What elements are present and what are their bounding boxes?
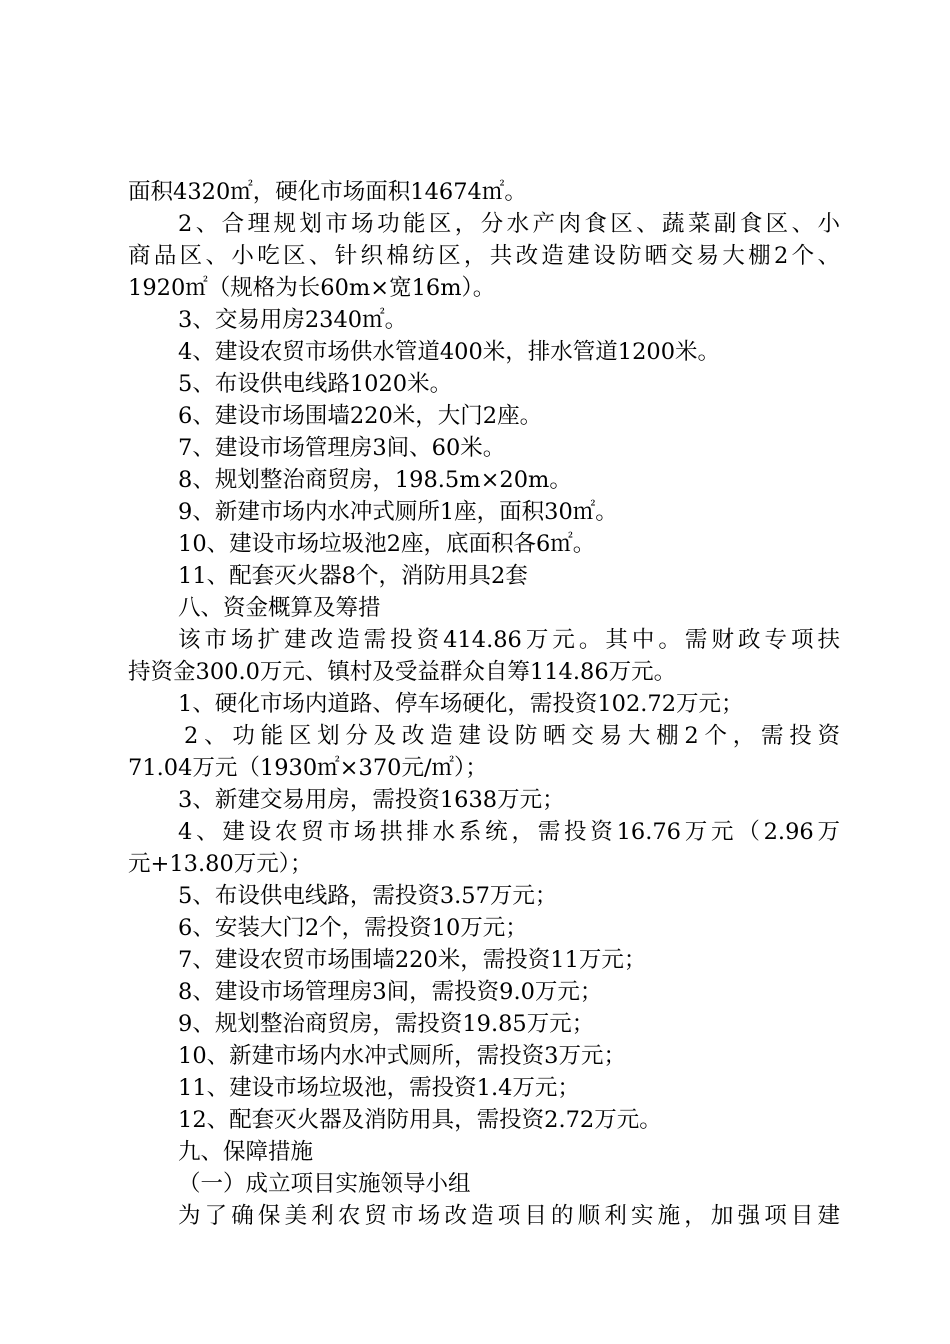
text-line: 3、交易用房2340㎡。 — [178, 307, 408, 333]
text-line: 1、硬化市场内道路、停车场硬化，需投资102.72万元； — [178, 691, 744, 717]
text-line: 6、安装大门2个，需投资10万元； — [178, 915, 528, 941]
text-line: 71.04万元（1930㎡×370元/㎡）； — [128, 755, 488, 781]
text-line: 5、布设供电线路1020米。 — [178, 371, 453, 397]
text-line: 2、合理规划市场功能区，分水产肉食区、蔬菜副食区、小 — [178, 211, 840, 237]
text-line: 11、建设市场垃圾池，需投资1.4万元； — [178, 1075, 580, 1101]
text-line: 元+13.80万元）； — [128, 851, 313, 877]
document-body — [128, 176, 840, 1232]
text-line: 8、建设市场管理房3间，需投资9.0万元； — [178, 979, 603, 1005]
text-line: 2、功能区划分及改造建设防晒交易大棚2个，需投资 — [184, 723, 840, 749]
text-line: 面积4320㎡，硬化市场面积14674㎡。 — [128, 179, 527, 205]
text-line: 7、建设农贸市场围墙220米，需投资11万元； — [178, 947, 647, 973]
section-heading: 八、资金概算及筹措 — [178, 595, 381, 621]
text-line: 10、新建市场内水冲式厕所，需投资3万元； — [178, 1043, 626, 1069]
text-line: 5、布设供电线路，需投资3.57万元； — [178, 883, 558, 909]
text-line: 该市场扩建改造需投资414.86万元。其中。需财政专项扶 — [178, 627, 840, 653]
text-line: 6、建设市场围墙220米，大门2座。 — [178, 403, 543, 429]
text-line: 9、规划整治商贸房，需投资19.85万元； — [178, 1011, 595, 1037]
text-line: 11、配套灭火器8个，消防用具2套 — [178, 563, 528, 589]
text-line: 商品区、小吃区、针织棉纺区，共改造建设防晒交易大棚2个、 — [128, 243, 840, 269]
text-line: 1920㎡（规格为长60m×宽16m）。 — [128, 275, 496, 301]
text-line: 4、建设农贸市场拱排水系统，需投资16.76万元（2.96万 — [178, 819, 840, 845]
text-line: 12、配套灭火器及消防用具，需投资2.72万元。 — [178, 1107, 662, 1133]
text-line: 为了确保美利农贸市场改造项目的顺利实施，加强项目建 — [178, 1203, 840, 1229]
text-line: 持资金300.0万元、镇村及受益群众自筹114.86万元。 — [128, 659, 677, 685]
text-line: 7、建设市场管理房3间、60米。 — [178, 435, 506, 461]
text-line: 4、建设农贸市场供水管道400米，排水管道1200米。 — [178, 339, 721, 365]
text-line: 3、新建交易用房，需投资1638万元； — [178, 787, 565, 813]
text-line: 8、规划整治商贸房，198.5m×20m。 — [178, 467, 572, 493]
section-heading: 九、保障措施 — [178, 1139, 314, 1165]
text-line: 10、建设市场垃圾池2座，底面积各6㎡。 — [178, 531, 596, 557]
text-line: 9、新建市场内水冲式厕所1座，面积30㎡。 — [178, 499, 618, 525]
subsection-heading: （一）成立项目实施领导小组 — [178, 1171, 471, 1197]
